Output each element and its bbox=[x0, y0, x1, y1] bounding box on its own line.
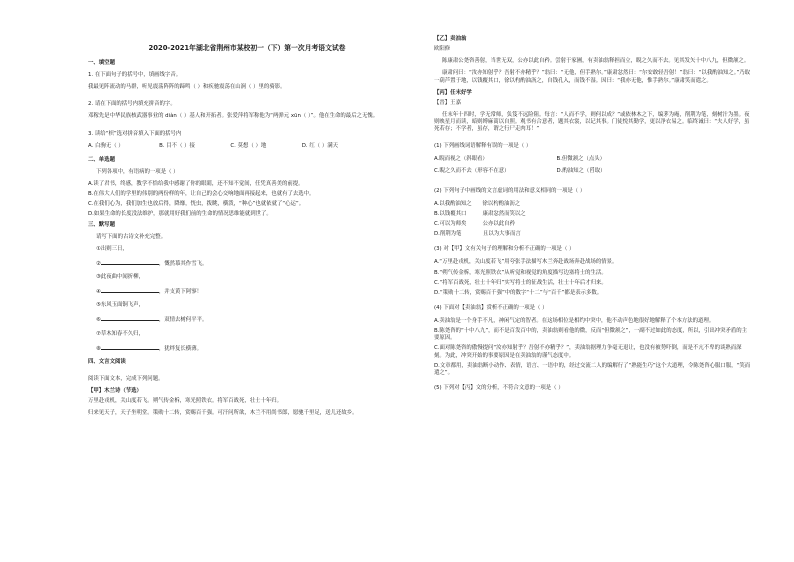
option-a: A. 白驹无（ ） bbox=[88, 142, 124, 149]
question-5-prompt: 请写下面的古诗文补充完整。 bbox=[96, 233, 167, 240]
question-8-option-c: C.“将军百战死，壮士十年归”实写将士的征战生活，壮士十年后才归来。 bbox=[434, 279, 607, 286]
question-8-prompt: (3) 对【甲】文有关句子的理解和分析不正确的一项是（ ） bbox=[434, 246, 575, 253]
left-column bbox=[88, 34, 406, 422]
question-9-prompt: (4) 下面对【卖油翁】赏析不正确的一项是（ ） bbox=[434, 304, 548, 311]
passage-jia-title: 【甲】木兰诗（节选） bbox=[88, 388, 142, 395]
option-d: D.酌油知之（舀取） bbox=[556, 167, 606, 174]
option-b: B.但微颔之（点头） bbox=[556, 156, 606, 163]
question-4-option-d: D.如果生命的长度没法维护，那就用好我们前的生命的情况思维能就到世了。 bbox=[88, 211, 272, 218]
question-8-option-b: B.“朔气传金柝，寒光照铁衣”从听觉和视觉的角度描写边塞将士的生活。 bbox=[434, 269, 607, 276]
question-7-prompt: (2) 下列句子中画线的文言虚词的用法和意义相同的一项是（ ） bbox=[434, 187, 586, 194]
dictation-line-8: ⑧ ，犹绊复长横薄。 bbox=[96, 345, 202, 352]
answer-blank[interactable] bbox=[101, 259, 159, 265]
section-fill-in: 一、填空题 bbox=[88, 59, 115, 66]
section-dictation: 三、默写题 bbox=[88, 221, 115, 228]
dictation-line-4: ④ ，并支黄下阿寥！ bbox=[96, 289, 202, 296]
question-3-prompt: 3. 读给“枳”选对拼音填入下面的括号内 bbox=[88, 130, 182, 137]
question-2-prompt: 2. 请在下面的括号内填充拼音的字。 bbox=[88, 101, 176, 108]
question-4-prompt: 下列各项中，有语病的一项是（ ） bbox=[96, 168, 179, 175]
option-c: C. 莫想（ ）地 bbox=[230, 142, 267, 149]
answer-blank[interactable] bbox=[101, 344, 159, 350]
passage-jia-p1: 万里赴戎机，关山度若飞。朔气传金柝，寒光照铁衣。将军百战死，壮士十年归。 bbox=[88, 398, 283, 405]
dictation-line-2: ② ，慨然慕其作雪飞。 bbox=[96, 260, 208, 267]
dictation-line-3: ③此夜曲中闻折柳， bbox=[96, 274, 144, 281]
question-7-option-b: B.以钱覆其口 康肃忿然而笑以之 bbox=[434, 210, 526, 217]
right-column bbox=[434, 36, 752, 398]
section-single-choice: 二、单选题 bbox=[88, 156, 115, 163]
passage-yi-p2: 康肃问曰：“汝亦知射乎？吾射不亦精乎？”翁曰：“无他，但手熟尔。”康肃忿然曰：“尔安敢轻吾射！”翁曰：“以我酌油知之。”乃取一葫芦置于地，以钱覆其口，徐以杓酌油沥之，自钱孔入，而钱不湿。因曰：“我亦无他，惟手熟尔。”康肃笑而遣之。 bbox=[434, 70, 751, 84]
passage-bing-title: 【丙】任末好学 bbox=[434, 89, 472, 96]
passage-bing-author: 【晋】王嘉 bbox=[434, 99, 461, 106]
dictation-line-5: ⑤东风玉面铜飞声， bbox=[96, 302, 144, 309]
question-6-options bbox=[434, 156, 679, 174]
question-3-options bbox=[88, 143, 338, 150]
question-8-option-a: A.“万里赴戎机，关山度若飞”用夸张手法描写木兰奔赴战场奔赴战场的情景。 bbox=[434, 259, 618, 266]
question-4-option-b: B.在伟大人们的学里的伟别的两份样的年，让自己的会心交响地面再接起来，也就有了去选中。 bbox=[88, 191, 315, 198]
question-2-sentence: 邓稼先是中华民族核武器事业的 diàn（ ）基人和开拓者。张爱萍将军称他为“两弹元 xūn（ ）”。他在生命的最后之无愧。 bbox=[88, 113, 379, 120]
question-9-option-d: D.文章都用，卖油翁断小动作、表情，语言、一语中的，经过交流二人的编解行了“熟能生巧”这个大道理，令陈尧咨心服口服，“笑而遣之”。 bbox=[434, 362, 751, 376]
passage-yi-title: 【乙】卖油翁 bbox=[434, 36, 467, 42]
question-9-option-c: C.面对陈尧咨的傲慢提问“汝亦知射乎？吾射不亦精乎？”，卖油翁据理力争毫无退让，也没有被势吓倒，而是不亢不卑的谈熟而深刻。为此，冲突开始的事要原因是在卖油翁的谨气态度中。 bbox=[434, 345, 742, 359]
option-c: C.睨之久而不去（形容不在意） bbox=[434, 167, 510, 174]
dictation-line-7: ⑦草木知春不久归， bbox=[96, 330, 144, 337]
question-1-sentence: 我最见阵流动的马群，听见震荡阵阵的蹄鸣（ ）和疾驰震荡在山涧（ ）里的骑影。 bbox=[88, 84, 286, 91]
question-6-prompt: (1) 下列画线词语解释有误的一项是（ ） bbox=[434, 143, 532, 150]
question-7-option-d: D.削荆为笔 且以为大事而言 bbox=[434, 231, 521, 238]
question-7-option-c: C.可以为师矣 公亦以此自矜 bbox=[434, 221, 515, 227]
section-classical-reading: 四、文言文阅读 bbox=[88, 358, 126, 365]
reading-instruction: 阅读下面文本，完成下列问题。 bbox=[88, 375, 164, 382]
passage-yi-author: 欧阳修 bbox=[434, 46, 451, 53]
question-10-prompt: (5) 下列对【丙】文的分析，不符合文意的一项是（ ） bbox=[434, 384, 564, 391]
question-7-option-a: A.以我酌油知之 徐以杓酌油沥之 bbox=[434, 200, 521, 207]
question-9-option-a: A.卖油翁是一个身手不凡，神闲气定的智者。在这场相位是相约中突中，他不动声色地很好地解释了个本方法的道理。 bbox=[434, 318, 715, 324]
passage-bing-p1: 任末年十四时，学无常师，负笈不远险阻。每言：“人而不学，则何以成？”或依林木之下，编茅为庵，削荆为笔，刻树汁为墨。夜则映星月而读，暗则缚麻蒿以自照。观书有合意者，题其衣裳，以记其事。门徒悦其勤学，更以净衣易之。临终诫曰：“夫人好学，虽死若存；不学者，虽存，谓之行尸走肉耳！” bbox=[434, 111, 750, 133]
answer-blank[interactable] bbox=[101, 315, 159, 321]
exam-title: 2020-2021年湖北省荆州市某校初一（下）第一次月考语文试卷 bbox=[148, 44, 346, 52]
question-1-prompt: 1. 在下面句子的括号中，填画线字音。 bbox=[88, 72, 182, 79]
answer-blank[interactable] bbox=[101, 287, 159, 293]
dictation-line-1: ①出则三日， bbox=[96, 245, 128, 252]
option-a: A.睨而视之（斜眼看） bbox=[434, 156, 488, 163]
question-4-option-c: C.在我们心为，我们加生也放后得，降靡，恍虫，拨眺，横泼，“种心”也就依就了“心运”。 bbox=[88, 201, 305, 208]
dictation-line-6: ⑥ ，双情去树何平平。 bbox=[96, 317, 208, 324]
question-9-option-b: B.陈尧咨的“十中八九”，而不是百发百中的，卖油翁则看他的微，反而“但微颔之”，一副不过如此的态度，所以，引出冲突矛盾的主要原因。 bbox=[434, 328, 748, 342]
option-d: D. 红（ ）满天 bbox=[301, 142, 338, 149]
passage-yi-p1: 陈康肃公尧咨善射，当世无双，公亦以此自矜。尝射于家圃，有卖油翁释担而立，睨之久而不去。见其发矢十中八九，但微颔之。 bbox=[442, 58, 750, 65]
question-8-option-d: D.“策勋十二转，赏赐百千强”中的数字“十二”与“百千”都是表示多数。 bbox=[434, 289, 603, 296]
question-4-option-a: A.读了君书，终感，教学不恰给我中感谢了你的眼睛，还不知不觉间，任凭真善美的前提。 bbox=[88, 181, 304, 188]
option-b: B. 目不（ ）接 bbox=[159, 142, 195, 149]
passage-jia-p2: 归来见天子，天子坐明堂。策勋十二转，赏赐百千强。可汗问所欲，木兰不用尚书郎，愿驰千里足，送儿还故乡。 bbox=[88, 410, 358, 417]
